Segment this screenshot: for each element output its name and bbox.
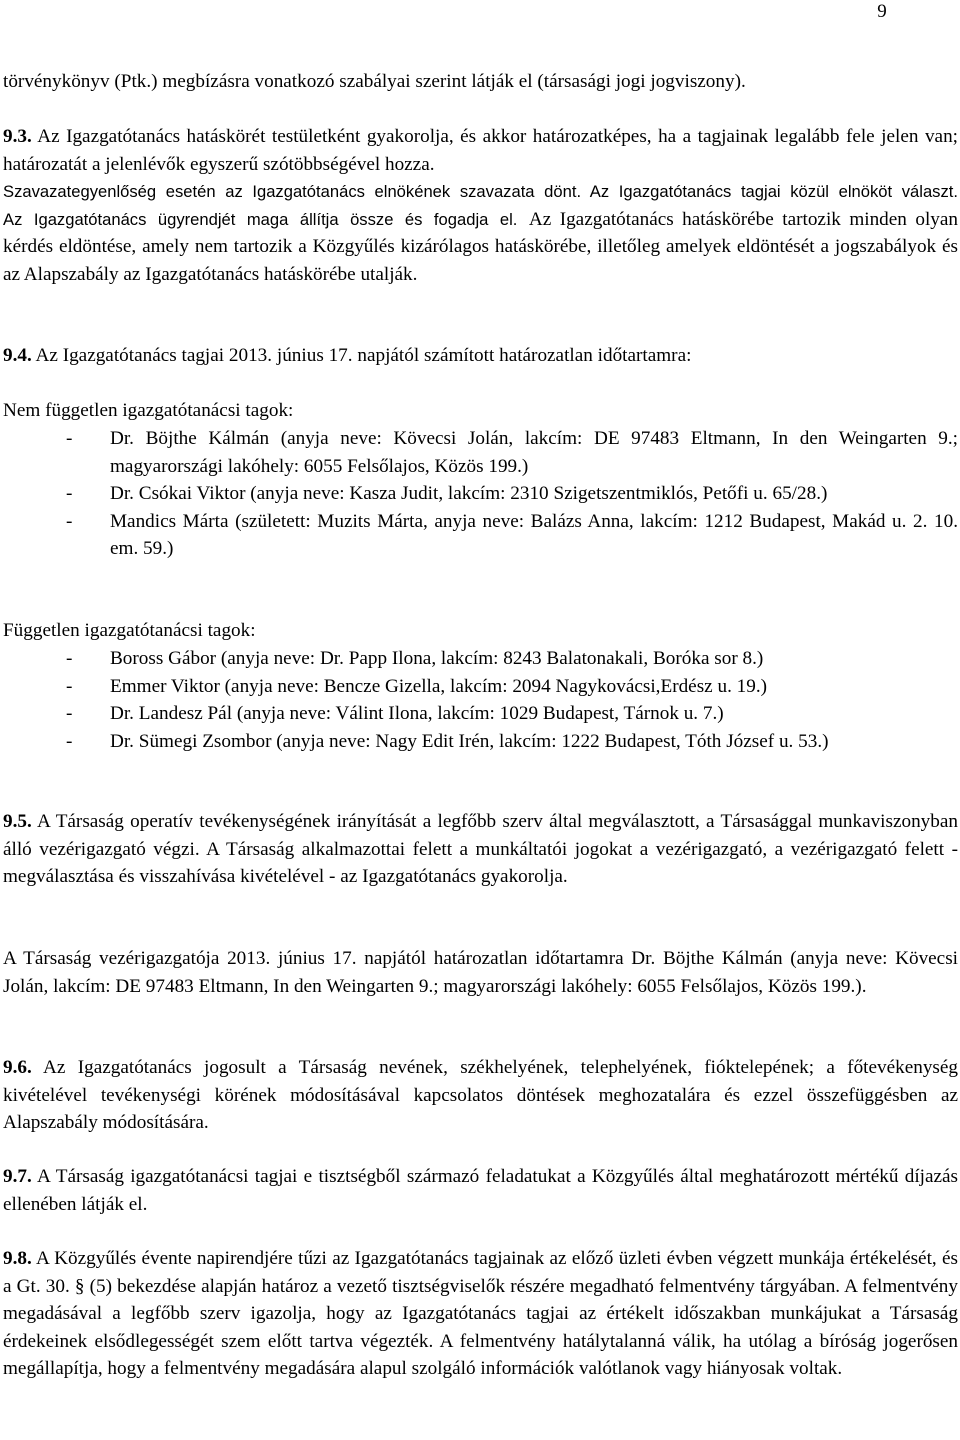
list-item: - Dr. Sümegi Zsombor (anyja neve: Nagy Edit Irén, lakcím: 1222 Budapest, Tóth József u. 53.) [66, 730, 829, 752]
section-9-4 [3, 342, 691, 370]
page-number: 9 [877, 1, 887, 22]
section-number: 9.6. [3, 1057, 32, 1078]
section-9-8 [3, 1245, 958, 1383]
section-text: A Társaság igazgatótanácsi tagjai e tisztségből származó feladatukat a Közgyűlés által meghatározott mértékű díjazás ellenében látják el. [3, 1166, 958, 1215]
independent-list [3, 645, 958, 755]
section-text: Szavazategyenlőség esetén az Igazgatótanács elnökének szavazata dönt. Az Igazgatótanács tagjai közül elnököt választ. Az Igazgatótanács ügyrendjét maga állítja össze és fogadja el. [3, 182, 958, 229]
list-item: - Dr. Böjthe Kálmán (anyja neve: Kövecsi Jolán, lakcím: DE 97483 Eltmann, In den Weingarten 9.; magyarországi lakóhely: 6055 Felsőlajos, Közös 199.) [66, 428, 958, 477]
section-number: 9.7. [3, 1166, 32, 1187]
opening-line: törvénykönyv (Ptk.) megbízásra vonatkozó szabályai szerint látják el (társasági jogi jogviszony). [3, 71, 746, 92]
section-text: Az Igazgatótanács tagjai 2013. június 17. napjától számított határozatlan időtartamra: [35, 345, 692, 366]
section-9-6 [3, 1054, 958, 1137]
non-independent-heading: Nem független igazgatótanácsi tagok: [3, 400, 294, 421]
section-9-5 [3, 808, 958, 891]
list-item: - Dr. Csókai Viktor (anyja neve: Kasza Judit, lakcím: 2310 Szigetszentmiklós, Petőfi u. 65/28.) [66, 483, 828, 505]
list-item: - Dr. Landesz Pál (anyja neve: Válint Ilona, lakcím: 1029 Budapest, Tárnok u. 7.) [66, 703, 724, 725]
section-text: Az Igazgatótanács jogosult a Társaság nevének, székhelyének, telephelyének, fióktelepének; a főtevékenység kivételével tevékenységi körének módosításával kapcsolatos döntések meghozatalára és ezzel összefüggésben az Alapszabály módosítására. [3, 1057, 958, 1134]
non-independent-list [3, 425, 958, 563]
section-number: 9.3. [3, 126, 32, 147]
section-text: Az Igazgatótanács hatáskörét testületként gyakorolja, és akkor határozatképes, ha a tagjainak legalább fele jelen van; határozatát a jelenlévők egyszerű szótöbbségével hozza. [3, 126, 958, 175]
section-number: 9.4. [3, 345, 32, 366]
independent-heading: Független igazgatótanácsi tagok: [3, 620, 256, 641]
list-item: - Emmer Viktor (anyja neve: Bencze Gizella, lakcím: 2094 Nagykovácsi,Erdész u. 19.) [66, 675, 768, 697]
ceo-paragraph: A Társaság vezérigazgatója 2013. június 17. napjától határozatlan időtartamra Dr. Böjthe Kálmán (anyja neve: Kövecsi Jolán, lakcím: DE 97483 Eltmann, In den Weingarten 9.; magyarországi lakóhely: 6055 Felsőlajos, Közös 199.). [3, 948, 958, 997]
section-number: 9.8. [3, 1248, 32, 1269]
section-text: A Társaság operatív tevékenységének irányítását a legfőbb szerv által megválasztott, a Társasággal munkaviszonyban álló vezérigazgató végzi. A Társaság alkalmazottai felett a munkáltatói jogokat a vezérigazgató, a vezérigazgató felett - megválasztása és visszahívása kivételével - az Igazgatótanács gyakorolja. [3, 811, 958, 888]
list-item: - Mandics Márta (született: Muzits Márta, anyja neve: Balázs Anna, lakcím: 1212 Budapest, Makád u. 2. 10. em. 59.) [66, 510, 958, 560]
section-text: A Közgyűlés évente napirendjére tűzi az Igazgatótanács tagjainak az előző üzleti évben végzett munkája értékelését, és a Gt. 30. § (5) bekezdése alapján határoz a vezető tisztségviselők részére megadható felmentvény tárgyában. A felmentvény megadásával a legfőbb szerv igazolja, hogy az Igazgatótanács tagjai az értékelt időszakban munkájukat a Társaság érdekeinek elsődlegességét szem előtt tartva végezték. A felmentvény hatálytalanná válik, ha utólag a bíróság jogerősen megállapítja, hogy a felmentvény megadására alapul szolgáló információk valótlanok vagy hiányosak voltak. [3, 1248, 958, 1380]
section-9-7 [3, 1163, 958, 1218]
list-item: - Boross Gábor (anyja neve: Dr. Papp Ilona, lakcím: 8243 Balatonakali, Boróka sor 8.) [66, 648, 764, 669]
section-text: Az Igazgatótanács hatáskörébe tartozik minden olyan kérdés eldöntése, amely nem tartozik a Közgyűlés kizárólagos hatáskörébe, illetőleg amelyek eldöntését a jogszabályok és az Alapszabály az Igazgatótanács hatáskörébe utalják. [3, 208, 958, 285]
section-9-3 [3, 123, 958, 289]
section-number: 9.5. [3, 811, 32, 832]
